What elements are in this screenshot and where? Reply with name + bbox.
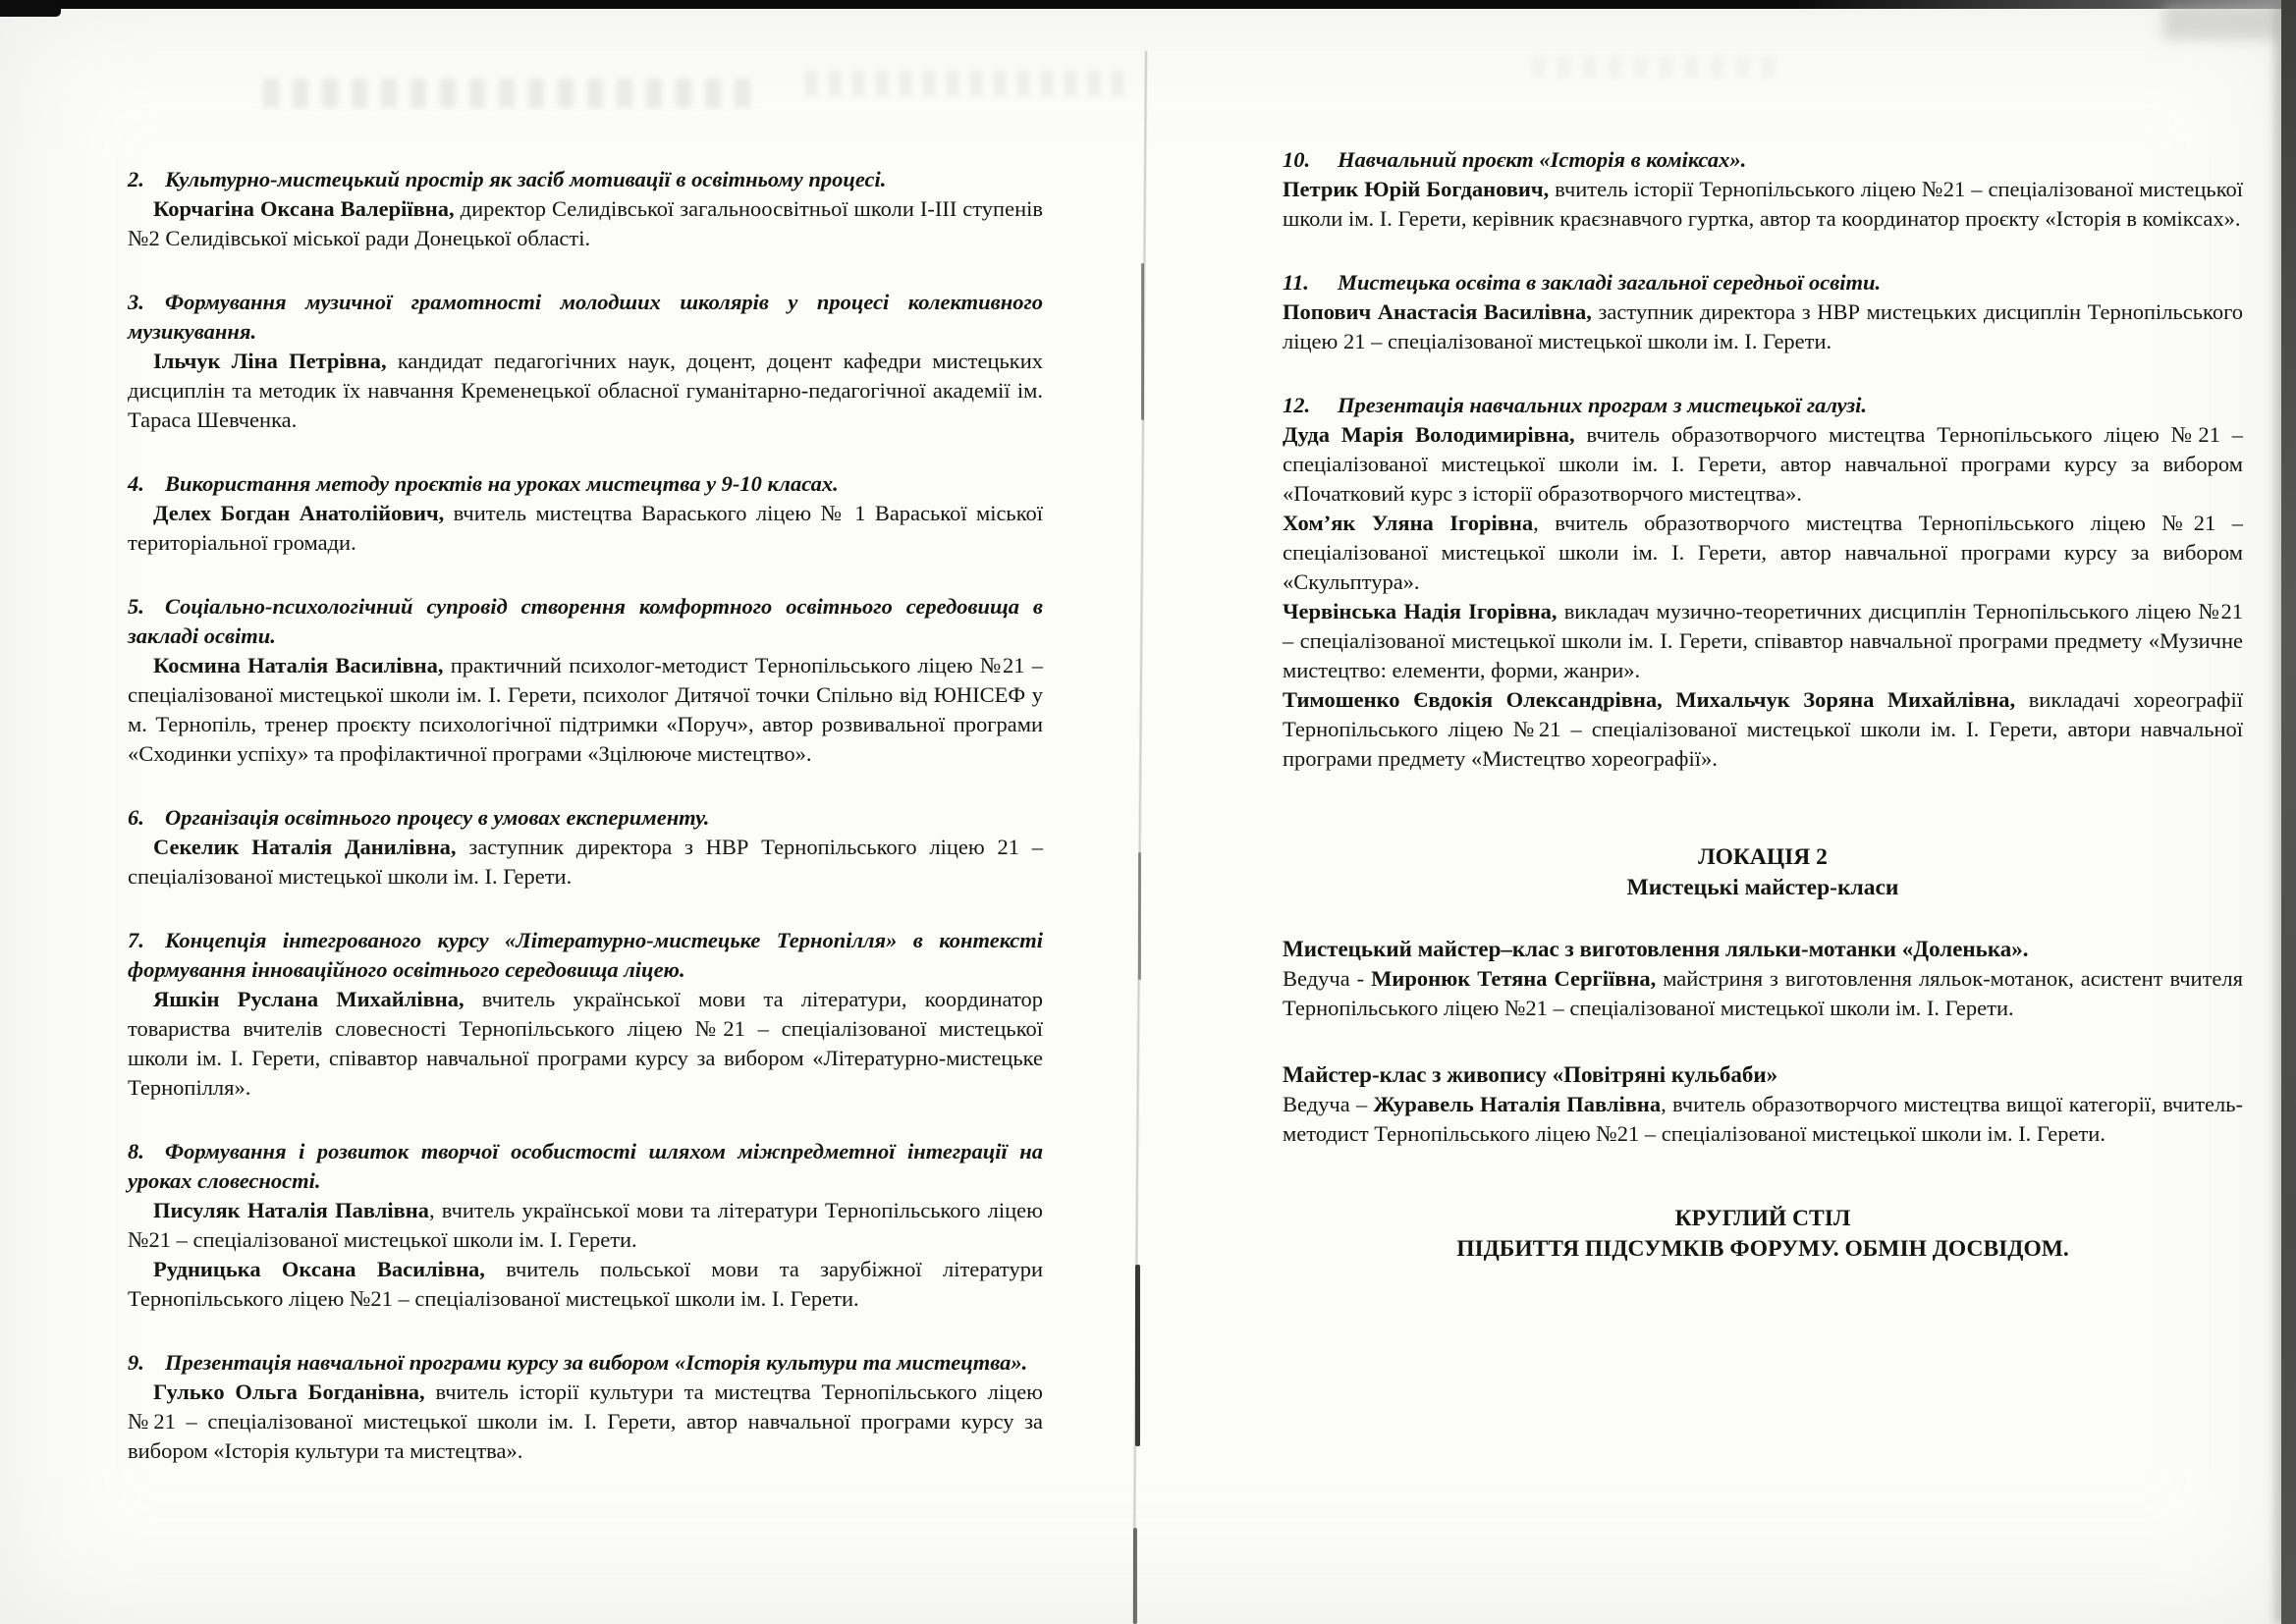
presenter-name: Тимошенко Євдокія Олександрівна, Михальчук Зоряна Михайлівна,: [1283, 687, 2016, 712]
agenda-item: [128, 926, 1043, 1103]
presenter-paragraph: [128, 651, 1043, 769]
scan-corner-shadow: [2163, 4, 2281, 39]
text-run: директор Селидівської загальноосвітньої школи І-ІІІ ступенів №2 Селидівської міської ради Донецької області.: [128, 196, 1043, 250]
presenter-paragraph: [128, 194, 1043, 253]
presenter-name: Корчагіна Оксана Валеріївна,: [153, 196, 455, 221]
presenter-name: Ільчук Ліна Петрівна,: [153, 349, 387, 373]
presenter-name: Делех Богдан Анатолійович,: [153, 501, 445, 525]
agenda-item: [128, 1137, 1043, 1314]
master-class-heading: Мистецький майстер–клас з виготовлення ляльки-мотанки «Доленька».: [1283, 937, 2029, 961]
text-run: , вчитель образотворчого мистецтва Тернопільського ліцею №21 – спеціалізованої мистецької школи ім. І. Герети, автор навчальної програми курсу за вибором «Скульптура».: [1283, 511, 2243, 594]
presenter-paragraph: [128, 1196, 1043, 1255]
text-run: вчитель польської мови та зарубіжної літератури Тернопільського ліцею №21 – спеціалізованої мистецької школи ім. І. Герети.: [128, 1257, 1043, 1311]
location-subheading: Мистецькі майстер-класи: [1626, 875, 1899, 900]
item-title: [128, 165, 1043, 194]
item-title: [128, 1137, 1043, 1196]
text-run: заступник директора з НВР мистецьких дисциплін Тернопільського ліцею 21 – спеціалізованої мистецької школи ім. І. Герети.: [1283, 299, 2243, 353]
item-number: 2.: [128, 167, 144, 191]
master-class-paragraph: [1283, 1090, 2243, 1149]
location-heading: ЛОКАЦІЯ 2: [1698, 844, 1828, 870]
left-page: [128, 165, 1043, 1500]
text-run: викладачі хореографії Тернопільського ліцею №21 – спеціалізованої мистецької школи ім. І. Герети, автори навчальної програми предмету «Мистецтво хореографії».: [1283, 687, 2243, 771]
agenda-item: [128, 288, 1043, 435]
agenda-item: [128, 165, 1043, 253]
item-title-text: Використання методу проєктів на уроках мистецтва у 9-10 класах.: [165, 471, 839, 496]
agenda-item: [1283, 268, 2243, 356]
right-page-items: [1283, 145, 2243, 774]
text-run: Ведуча -: [1283, 966, 1372, 991]
item-title: [1283, 268, 2243, 298]
binding-fold-mark: [1133, 1528, 1137, 1624]
item-title: [1283, 391, 2243, 420]
binding-fold-mark: [1141, 263, 1144, 420]
item-title-text: Презентація навчальної програми курсу за вибором «Історія культури та мистецтва».: [165, 1350, 1028, 1375]
presenter-name: Попович Анастасія Василівна,: [1283, 299, 1592, 324]
presenter-name: Хом’як Уляна Ігорівна: [1283, 511, 1534, 535]
item-title-text: Формування музичної грамотності молодших школярів у процесі колективного музикування.: [128, 290, 1043, 344]
item-number: 6.: [128, 805, 144, 830]
item-title-text: Організація освітнього процесу в умовах експерименту.: [165, 805, 710, 830]
presenter-paragraph: [128, 1378, 1043, 1466]
binding-fold-mark: [1135, 1265, 1140, 1446]
presenter-name: Секелик Наталія Данилівна,: [153, 835, 457, 859]
item-title: [128, 926, 1043, 985]
text-run: практичний психолог-методист Тернопільського ліцею №21 – спеціалізованої мистецької школи ім. І. Герети, психолог Дитячої точки Спільно від ЮНІСЕФ у м. Тернопіль, тренер проєкту психологічної підтримки «Поруч», автор розвивальної програми «Сходинки успіху» та профілактичної програми «Зцілююче мистецтво».: [128, 653, 1043, 766]
presenter-paragraph: [1283, 175, 2243, 234]
right-page: [1283, 145, 2243, 1265]
round-table-line2: ПІДБИТТЯ ПІДСУМКІВ ФОРУМУ. ОБМІН ДОСВІДОМ.: [1456, 1236, 2069, 1262]
master-classes: [1283, 935, 2243, 1149]
item-title: [128, 1348, 1043, 1378]
presenter-paragraph: [128, 985, 1043, 1103]
item-title-text: Мистецька освіта в закладі загальної середньої освіти.: [1338, 270, 1882, 295]
presenter-name: Писуляк Наталія Павлівна: [153, 1198, 429, 1222]
text-run: вчитель історії культури та мистецтва Тернопільського ліцею №21 – спеціалізованої мистецької школи ім. І. Герети, автор навчальної програми курсу за вибором «Історія культури та мистецтва».: [128, 1380, 1043, 1463]
scan-edge-right: [2281, 0, 2296, 1624]
item-title-text: Презентація навчальних програм з мистецької галузі.: [1338, 393, 1867, 417]
presenter-paragraph: [128, 1255, 1043, 1314]
item-number: 9.: [128, 1350, 144, 1375]
presenter-name: Яшкін Руслана Михайлівна,: [153, 987, 465, 1011]
agenda-item: [128, 469, 1043, 558]
agenda-item: [128, 803, 1043, 892]
presenter-name: Журавель Наталія Павлівна: [1373, 1092, 1662, 1116]
text-run: заступник директора з НВР Тернопільського ліцею 21 – спеціалізованої мистецької школи ім. І. Герети.: [128, 835, 1043, 889]
presenter-name: Миронюк Тетяна Сергіївна,: [1371, 966, 1657, 991]
item-title-text: Культурно-мистецький простір як засіб мотивації в освітньому процесі.: [165, 167, 887, 191]
agenda-item: [1283, 145, 2243, 234]
presenter-paragraph: [1283, 509, 2243, 597]
text-run: вчитель образотворчого мистецтва Тернопільського ліцею №21 – спеціалізованої мистецької школи ім. І. Герети, автор навчальної програми курсу за вибором «Початковий курс з історії образотворчого мистецтва».: [1283, 422, 2243, 506]
agenda-item: [1283, 391, 2243, 774]
presenter-paragraph: [1283, 597, 2243, 685]
left-page-items: [128, 165, 1043, 1466]
item-title: [128, 288, 1043, 347]
presenter-name: Червінська Надія Ігорівна,: [1283, 599, 1558, 623]
presenter-paragraph: [128, 833, 1043, 892]
master-class-paragraph: [1283, 964, 2243, 1023]
text-run: вчитель української мови та літератури, координатор товариства вчителів словесності Тернопільського ліцею №21 – спеціалізованої мистецької школи ім. І. Герети, співавтор навчальної програми курсу за вибором «Літературно-мистецьке Тернопілля».: [128, 987, 1044, 1100]
scan-edge-top: [0, 0, 2296, 9]
item-title: [1283, 145, 2243, 175]
item-number: 3.: [128, 290, 144, 314]
item-title-text: Навчальний проєкт «Історія в коміксах».: [1338, 147, 1747, 172]
item-title: [128, 592, 1043, 651]
scan-edge-top-left-corner: [0, 0, 61, 17]
text-run: викладач музично-теоретичних дисциплін Тернопільського ліцею №21 – спеціалізованої мистецької школи ім. І. Герети, співавтор навчальної програми предмету «Музичне мистецтво: елементи, форми, жанри».: [1283, 599, 2243, 682]
item-title-text: Соціально-психологічний супровід створення комфортного освітнього середовища в закладі освіти.: [128, 594, 1043, 648]
presenter-paragraph: [1283, 685, 2243, 774]
presenter-paragraph: [128, 347, 1043, 435]
item-number: 11.: [1283, 270, 1309, 295]
presenter-name: Гулько Ольга Богданівна,: [153, 1380, 425, 1404]
text-run: вчитель історії Тернопільського ліцею №21 – спеціалізованої мистецької школи ім. І. Герети, керівник краєзнавчого гуртка, автор та координатор проєкту «Історія в коміксах».: [1283, 177, 2243, 231]
item-number: 7.: [128, 928, 144, 952]
item-title-text: Формування і розвиток творчої особистості шляхом міжпредметної інтеграції на уроках словесності.: [128, 1139, 1043, 1193]
master-class: [1283, 935, 2243, 1023]
agenda-item: [128, 592, 1043, 769]
presenter-paragraph: [1283, 298, 2243, 356]
item-title-text: Концепція інтегрованого курсу «Літературно-мистецьке Тернопілля» в контексті формування інноваційного освітнього середовища ліцею.: [128, 928, 1043, 982]
round-table-line1: КРУГЛИЙ СТІЛ: [1674, 1206, 1851, 1231]
item-title: [128, 803, 1043, 833]
presenter-name: Космина Наталія Василівна,: [153, 653, 444, 677]
text-run: , вчитель образотворчого мистецтва вищої категорії, вчитель-методист Тернопільського ліцею №21 – спеціалізованої мистецької школи ім. І. Герети.: [1283, 1092, 2244, 1146]
presenter-paragraph: [1283, 420, 2243, 509]
round-table-heading: [1283, 1204, 2243, 1265]
item-number: 4.: [128, 471, 144, 496]
agenda-item: [128, 1348, 1043, 1466]
master-class: [1283, 1060, 2243, 1149]
item-title: [128, 469, 1043, 499]
ink-bleed-artifact: [1532, 57, 1787, 79]
text-run: , вчитель української мови та літератури Тернопільського ліцею №21 – спеціалізованої мистецької школи ім. І. Герети.: [128, 1198, 1043, 1252]
presenter-name: Рудницька Оксана Василівна,: [153, 1257, 485, 1281]
item-number: 10.: [1283, 147, 1311, 172]
item-number: 12.: [1283, 393, 1311, 417]
presenter-name: Петрик Юрій Богданович,: [1283, 177, 1550, 201]
ink-bleed-artifact: [263, 79, 754, 108]
presenter-name: Дуда Марія Володимирівна,: [1283, 422, 1575, 447]
ink-bleed-artifact: [805, 71, 1129, 96]
presenter-paragraph: [128, 499, 1043, 558]
text-run: вчитель мистецтва Вараського ліцею № 1 Вараської міської територіальної громади.: [128, 501, 1043, 555]
text-run: кандидат педагогічних наук, доцент, доцент кафедри мистецьких дисциплін та методик їх навчання Кременецької обласної гуманітарно-педагогічної академії ім. Тараса Шевченка.: [128, 349, 1043, 432]
text-run: Ведуча –: [1283, 1092, 1374, 1116]
text-run: майстриня з виготовлення ляльок-мотанок, асистент вчителя Тернопільського ліцею №21 – спеціалізованої мистецької школи ім. І. Герети.: [1283, 966, 2243, 1020]
item-number: 8.: [128, 1139, 144, 1164]
master-class-heading: Майстер-клас з живопису «Повітряні кульбаби»: [1283, 1062, 1778, 1087]
binding-fold-mark: [1138, 852, 1141, 980]
item-number: 5.: [128, 594, 144, 619]
